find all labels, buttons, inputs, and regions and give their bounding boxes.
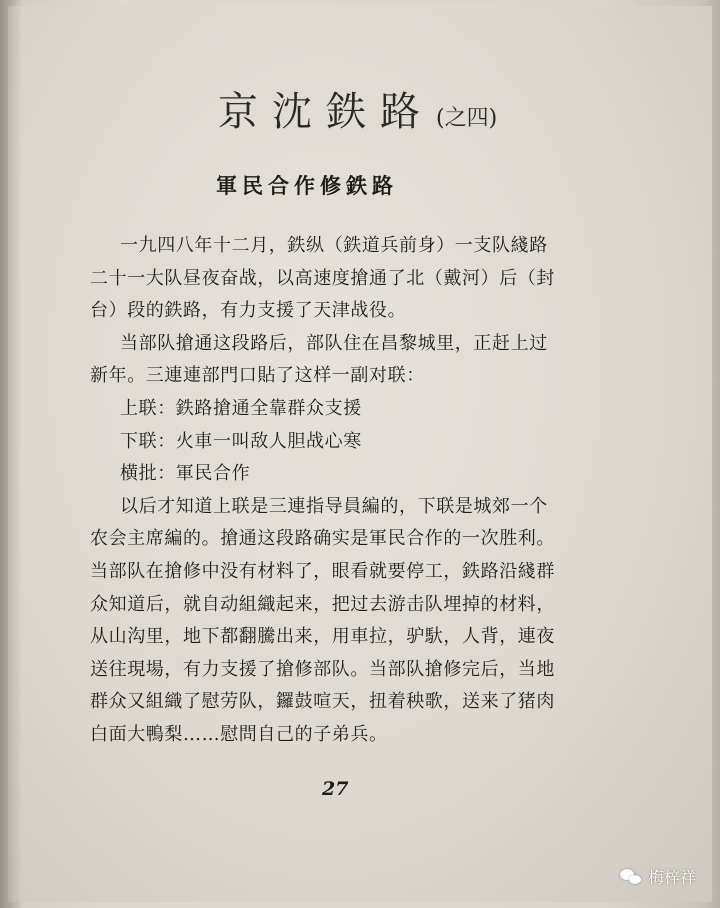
text-line: 送往現場，有力支援了搶修部队。当部队搶修完后，当地 [90,658,555,680]
text-line: 以后才知道上联是三連指导員編的，下联是城郊一个 [120,495,548,517]
text-line: 台）段的鉄路，有力支援了天津战役。 [90,300,407,322]
page-edge-shadow [0,0,22,908]
title-part-number: (之四) [436,106,498,131]
text-line: 一九四八年十二月，鉄纵（鉄道兵前身）一支队綫路 [120,235,548,256]
watermark [620,865,696,888]
text-line: 农会主席編的。搶通这段路确实是軍民合作的一次胜利。 [90,528,555,550]
couplet-lower-line: 下联：火車一叫敌人胆战心寒 [120,430,362,452]
title-main: 京沈鉄路 [218,89,434,135]
text-line: 白面大鴨梨……慰問自己的子弟兵。 [90,723,388,745]
text-line: 众知道后，就自动組織起来，把过去游击队埋掉的材料， [90,593,555,615]
article-body [90,230,600,752]
couplet-upper-line: 上联：鉄路搶通全靠群众支援 [120,397,362,419]
text-line: 从山沟里，地下都翻騰出来，用車拉，驴馱，人背，連夜 [90,626,555,648]
couplet-horizontal-scroll: 横批：軍民合作 [120,463,251,485]
page-number: 27 [322,778,349,800]
section-heading: 軍民合作修鉄路 [216,173,398,198]
text-line: 当部队在搶修中没有材料了，眼看就要停工，鉄路沿綫群 [90,560,555,582]
text-line: 二十一大队昼夜奋战，以高速度搶通了北（戴河）后（封 [90,267,555,289]
watermark-text: 梅梓祥 [647,868,696,887]
text-line: 新年。三連連部門口貼了这样一副对联： [90,365,425,387]
wechat-icon [620,868,642,886]
text-line: 当部队搶通这段路后，部队住在昌黎城里，正赶上过 [120,332,548,354]
page-title [218,80,497,140]
text-line: 群众又組織了慰劳队，鑼鼓喧天，扭着秧歌，送来了猪肉 [90,691,555,713]
